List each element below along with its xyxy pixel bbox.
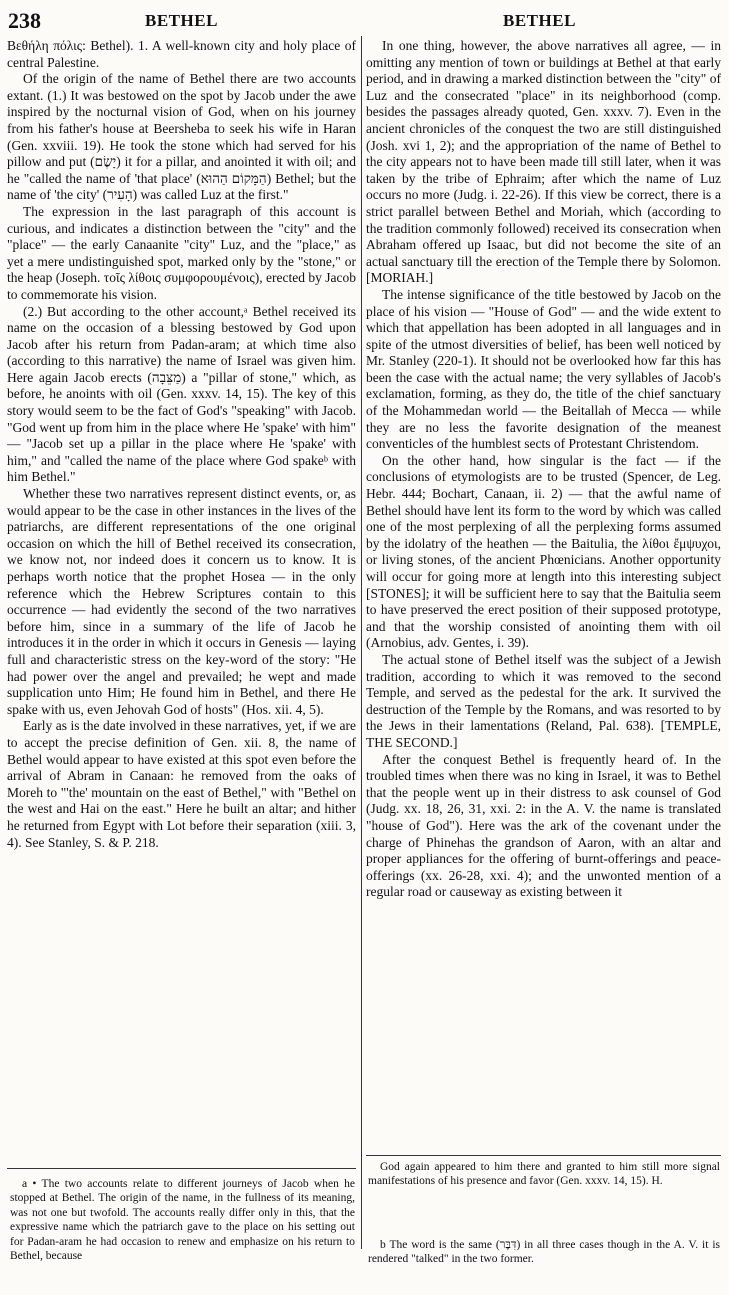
paragraph: In one thing, however, the above narratives all agree, — in omitting any mention of town or buildings at Bethel at that early period, and in drawing a marked distinction between the "city" of Luz and the consecrated "place" in its neighborhood (comp. besides the passages already quoted, Gen. xxxv. 7). Even in the ancient chronicles of the conquest the two are still distinguished (Josh. xvi 1, 2); and the appropriation of the name of Bethel to the city appears not to have been made till still later, when it was taken by the tribe of Ephraim; after which the name of Luz occurs no more (Judg. i. 22-26). If this view be correct, there is a strict parallel between Bethel and Moriah, which (according to the tradition commonly followed) received its consecration when Abraham offered up Isaac, but did not become the site of an actual sanctuary till the erection of the Temple there by Solomon. [MORIAH.] bbox=[366, 38, 721, 286]
paragraph: Early as is the date involved in these narratives, yet, if we are to accept the precise definition of Gen. xii. 8, the name of Bethel would appear to have existed at this spot even before the arrival of Abram in Canaan: he removed from the oaks of Moreh to "'the' mountain on the east of Bethel," with "Bethel on the west and Hai on the east." Here he built an altar; and hither he returned from Egypt with Lot before their separation (xiii. 3, 4). See Stanley, S. & P. 218. bbox=[7, 718, 356, 850]
running-head-right: BETHEL bbox=[503, 11, 576, 30]
page-header bbox=[0, 8, 729, 38]
footnote-rule-left bbox=[7, 1168, 356, 1169]
footnote-text: God again appeared to him there and granted to him still more signal manifestations of his presence and favor (Gen. xxxv. 14, 15). H. bbox=[368, 1161, 720, 1188]
paragraph: The intense significance of the title bestowed by Jacob on the place of his vision — "House of God" — and the wide extent to which that appellation has been adopted in all languages and in spite of the utmost diversities of belief, has been well noticed by Mr. Stanley (220-1). It should not be overlooked how far this has been the case with the actual name; the very syllables of Jacob's exclamation, forming, as they do, the title of the chief sanctuary of the Mohammedan world — the Beitallah of Mecca — while they are no less the favorite designation of the meanest conventicles of the humblest sects of Protestant Christendom. bbox=[366, 286, 721, 452]
page-number: 238 bbox=[8, 8, 41, 33]
paragraph: Of the origin of the name of Bethel there are two accounts extant. (1.) It was bestowed on the spot by Jacob under the awe inspired by the nocturnal vision of God, when on his journey from his father's house at Beersheba to seek his wife in Haran (Gen. xxviii. 19). He took the stone which had served for his pillow and put (יָשֶׂם) it for a pillar, and anointed it with oil; and he "called the name of 'that place' (הַמָּקוֹם הַהוּא) Bethel; but the name of 'the city' (הָעִיר) was called Luz at the first." bbox=[7, 71, 356, 203]
right-column bbox=[366, 38, 721, 1153]
footnote-a-continued bbox=[368, 1160, 720, 1212]
paragraph: The actual stone of Bethel itself was the subject of a Jewish tradition, according to which it was removed to the second Temple, and served as the pedestal for the ark. It survived the destruction of the Temple by the Romans, and was resorted to by the Jews in their lamentations (Reland, Pal. 638). [TEMPLE, THE SECOND.] bbox=[366, 651, 721, 750]
footnote-a bbox=[10, 1177, 355, 1292]
paragraph: The expression in the last paragraph of this account is curious, and indicates a distinction between the "city" and the "place" — the early Canaanite "city" Luz, and the "place," as yet a mere undistinguished spot, marked only by the "stone," or the heap (Joseph. τοῖς λίθοις συμφορουμένοις), erected by Jacob to commemorate his vision. bbox=[7, 203, 356, 302]
footnote-text: b The word is the same (דִּבֶּר) in all three cases though in the A. V. it is rendered "talked" in the two former. bbox=[368, 1239, 720, 1266]
paragraph: Βεθήλη πόλις: Bethel). 1. A well-known city and holy place of central Palestine. bbox=[7, 38, 356, 70]
paragraph: (2.) But according to the other account,ᵃ Bethel received its name on the occasion of a blessing bestowed by God upon Jacob after his return from Padan-aram; at which time also (according to this narrative) the name of Israel was given him. Here again Jacob erects (מַצֵּבָה) a "pillar of stone," which, as before, he anoints with oil (Gen. xxxv. 14, 15). The key of this story would seem to be the fact of God's "speaking" with Jacob. "God went up from him in the place where He 'spake' with him" — "Jacob set up a pillar in the place where He 'spake' with him," and "called the name of the place where God spakeᵇ with him Bethel." bbox=[7, 303, 356, 485]
footnote-text: a • The two accounts relate to different journeys of Jacob when he stopped at Bethel. The origin of the name, in the fullness of its meaning, was not one but twofold. The accounts really differ only in this, that the expressive name which the patriarch gave to the place on his setting out for Padan-aram he had occasion to renew and emphasize on his return to Bethel, because bbox=[10, 1178, 355, 1263]
left-column bbox=[7, 38, 356, 1153]
footnote-b bbox=[368, 1238, 720, 1290]
running-head-left: BETHEL bbox=[145, 11, 218, 30]
paragraph: After the conquest Bethel is frequently heard of. In the troubled times when there was no king in Israel, it was to Bethel that the people went up in their distress to ask counsel of God (Judg. xx. 18, 26, 31, xxi. 2: in the A. V. the name is translated "house of God"). Here was the ark of the covenant under the charge of Phinehas the grandson of Aaron, with an altar and proper appliances for the offering of burnt-offerings and peace-offerings (xx. 26-28, xxi. 4); and the unwonted mention of a regular road or causeway as existing between it bbox=[366, 751, 721, 900]
footnote-rule-right bbox=[366, 1155, 721, 1156]
column-divider bbox=[361, 36, 362, 1249]
paragraph: On the other hand, how singular is the fact — if the conclusions of etymologists are to be trusted (Spencer, de Leg. Hebr. 444; Bochart, Canaan, ii. 2) — that the awful name of Bethel should have lent its form to the word by which was called one of the most perplexing of all the perplexing forms assumed by the idolatry of the heathen — the Baitulia, the λίθοι ἔμψυχοι, or living stones, of the ancient Phœnicians. Another opportunity will occur for going more at length into this interesting subject [STONES]; it will be sufficient here to say that the Baitulia seem to have preserved the erect position of their supposed prototype, and that the worship consisted of anointing them with oil (Arnobius, adv. Gentes, i. 39). bbox=[366, 452, 721, 651]
paragraph: Whether these two narratives represent distinct events, or, as would appear to be the case in other instances in the lives of the patriarchs, are different representations of the one original occasion on which the hill of Bethel received its consecration, we know not, nor indeed does it concern us to know. It is perhaps worth notice that the prophet Hosea — in the only reference which the Hebrew Scriptures contain to this occurrence — had evidently the second of the two narratives before him, since in a summary of the life of Jacob he introduces it in the order in which it occurs in Genesis — laying full and characteristic stress on the key-word of the story: "He had power over the angel and prevailed; he wept and made supplication unto Him; He found him in Bethel, and there He spake with us, even Jehovah God of hosts" (Hos. xii. 4, 5). bbox=[7, 486, 356, 717]
